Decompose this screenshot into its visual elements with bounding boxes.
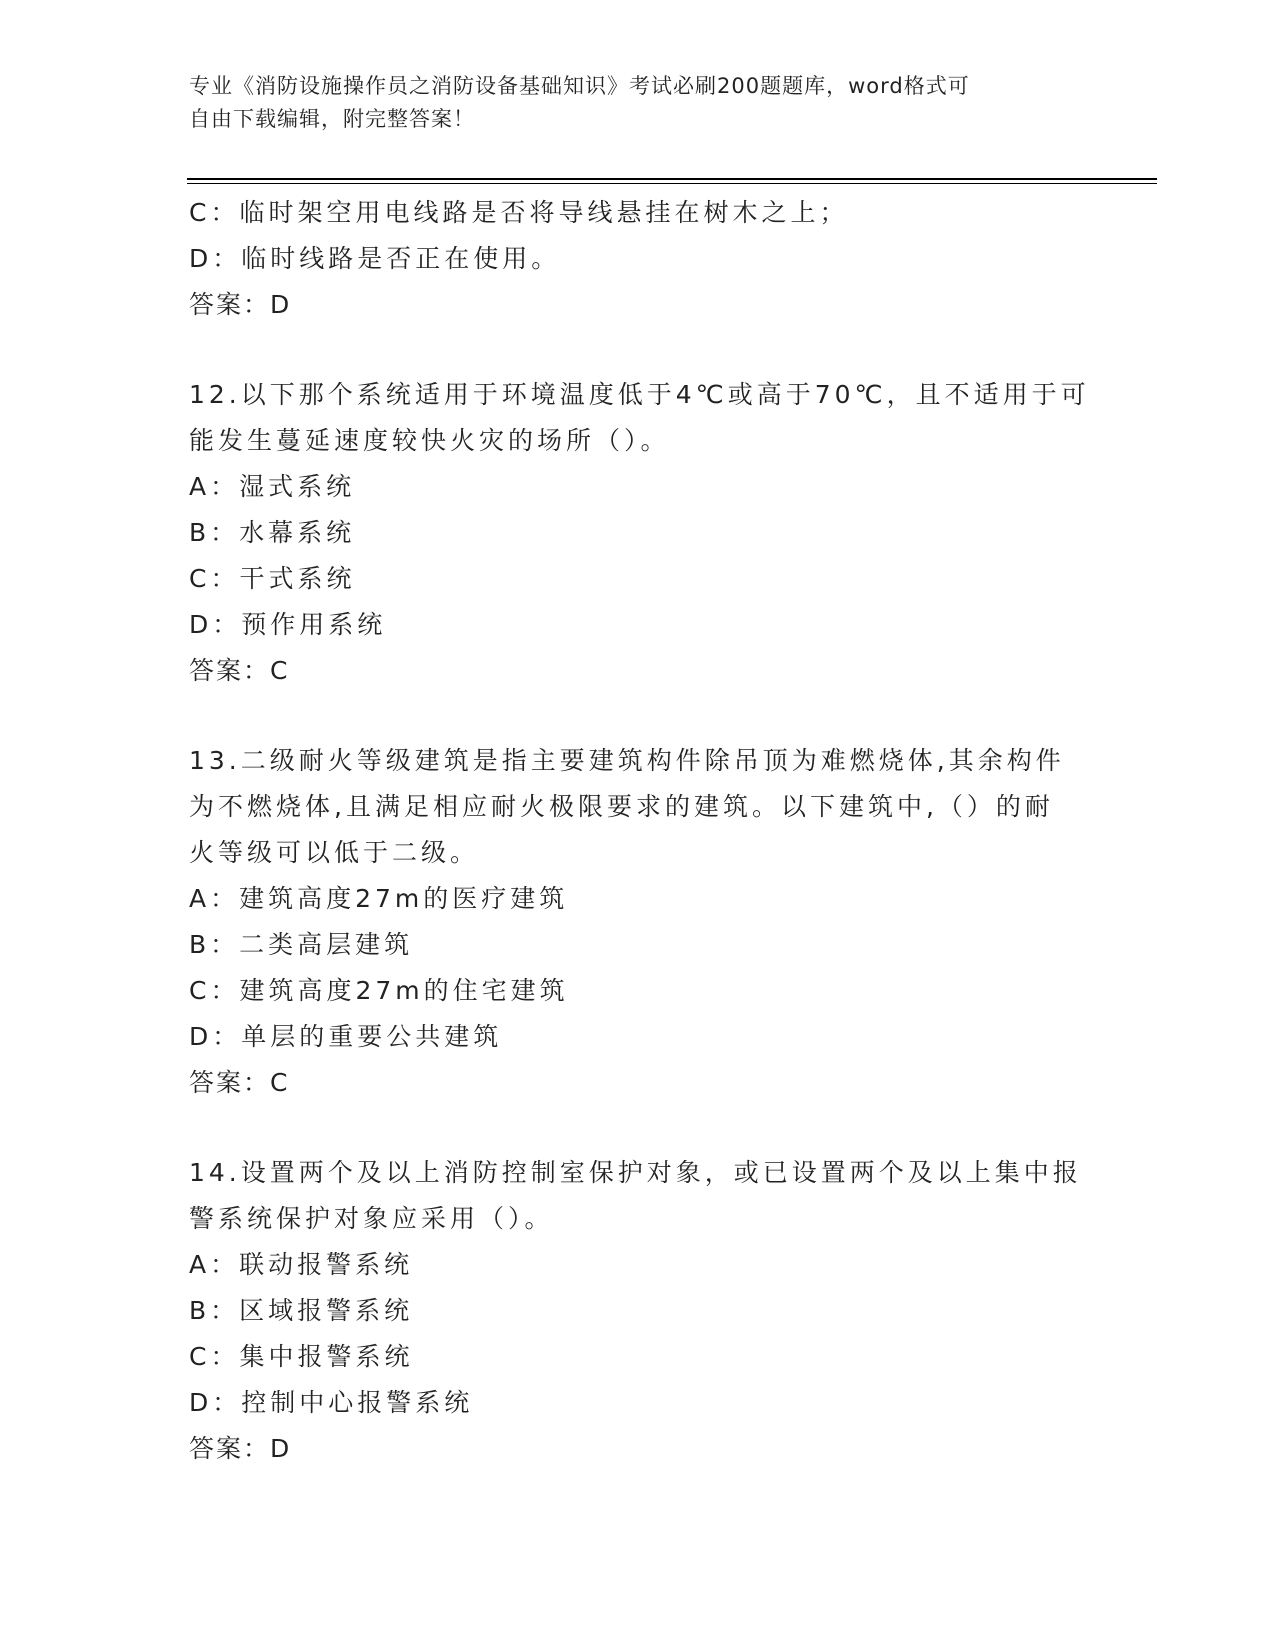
question-12	[189, 372, 1089, 694]
header-line-2: 自由下载编辑，附完整答案！	[189, 107, 475, 131]
option-a: A：联动报警系统	[189, 1250, 414, 1279]
header-divider-bottom	[187, 183, 1157, 184]
answer-line: 答案：C	[189, 656, 290, 685]
question-fragment	[189, 190, 1089, 328]
option-d: D：预作用系统	[189, 610, 387, 639]
spacer	[189, 694, 1089, 738]
header-divider-top	[187, 178, 1157, 180]
spacer	[189, 1106, 1089, 1150]
answer-line: 答案：C	[189, 1068, 290, 1097]
option-c: C：干式系统	[189, 564, 356, 593]
question-stem-line: 13.二级耐火等级建筑是指主要建筑构件除吊顶为难燃烧体,其余构件	[189, 746, 1065, 775]
document-header	[189, 70, 1069, 136]
document-body	[189, 190, 1089, 1472]
option-b: B：二类高层建筑	[189, 930, 414, 959]
option-d: D：控制中心报警系统	[189, 1388, 474, 1417]
question-stem-line: 警系统保护对象应采用（）。	[189, 1204, 554, 1233]
option-d: D：单层的重要公共建筑	[189, 1022, 503, 1051]
question-stem-line: 14.设置两个及以上消防控制室保护对象，或已设置两个及以上集中报	[189, 1158, 1082, 1187]
spacer	[189, 328, 1089, 372]
question-13	[189, 738, 1089, 1106]
option-a: A：建筑高度27m的医疗建筑	[189, 884, 569, 913]
question-14	[189, 1150, 1089, 1472]
answer-line: 答案：D	[189, 1434, 292, 1463]
question-stem-line: 火等级可以低于二级。	[189, 838, 480, 867]
option-b: B：区域报警系统	[189, 1296, 414, 1325]
header-line-1: 专业《消防设施操作员之消防设备基础知识》考试必刷200题题库，word格式可	[189, 74, 970, 98]
option-b: B：水幕系统	[189, 518, 356, 547]
option-c: C：集中报警系统	[189, 1342, 414, 1371]
option-d: D：临时线路是否正在使用。	[189, 244, 561, 273]
option-c: C：建筑高度27m的住宅建筑	[189, 976, 569, 1005]
question-stem-line: 为不燃烧体,且满足相应耐火极限要求的建筑。以下建筑中,（）的耐	[189, 792, 1054, 821]
option-c: C：临时架空用电线路是否将导线悬挂在树木之上；	[189, 198, 849, 227]
option-a: A：湿式系统	[189, 472, 356, 501]
question-stem-line: 能发生蔓延速度较快火灾的场所（）。	[189, 426, 670, 455]
question-stem-line: 12.以下那个系统适用于环境温度低于4℃或高于70℃，且不适用于可	[189, 380, 1090, 409]
answer-line: 答案：D	[189, 290, 292, 319]
